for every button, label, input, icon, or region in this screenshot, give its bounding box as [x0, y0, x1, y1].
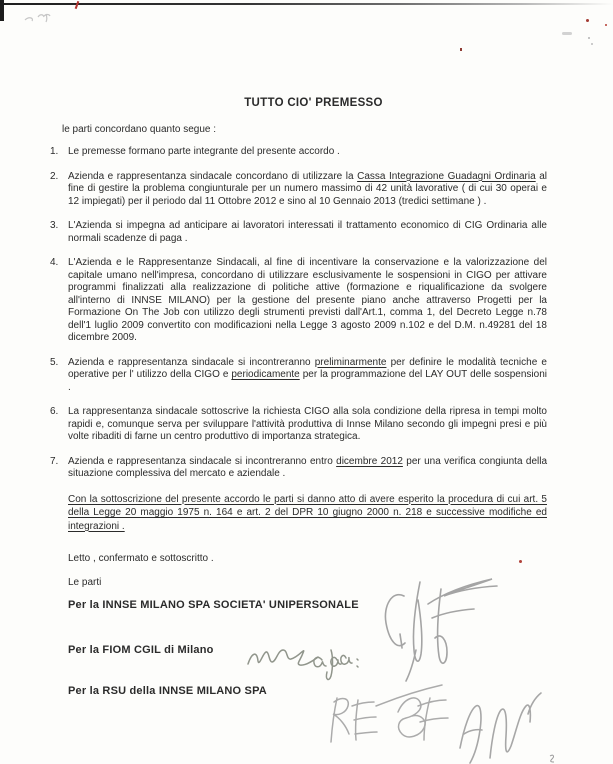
clause-number: 5. [50, 356, 59, 368]
clause-text-underlined: preliminarmente [314, 356, 387, 368]
clause-text: Azienda e rappresentanza sindacale concordano di utilizzare la [68, 170, 358, 182]
clause-number: 2. [50, 170, 59, 182]
clause-item [50, 220, 547, 245]
signature-an [460, 693, 541, 763]
clause-text: al fine di gestire la problema congiunturale per un numero massimo di 42 unità lavorative ( di cui 30 operai e 12 impiegati) per il periodo dal 11 Ottobre 2012 e sino al 10 Gennaio 2013 (tredici settimane ) . [68, 170, 547, 207]
intro-line: le parti concordano quanto segue : [62, 124, 216, 135]
clause-number: 1. [50, 146, 59, 157]
signatory-label-fiom: Per la FIOM CGIL di Milano [68, 644, 214, 656]
clause-text: Azienda e rappresentanza sindacale si incontreranno entro [68, 455, 337, 467]
signature-rsu-initials [331, 685, 448, 742]
red-ink-speck [519, 560, 522, 563]
clause-number: 6. [50, 406, 59, 417]
scan-corner-mark [0, 0, 4, 21]
clause-text: L'Azienda si impegna ad anticipare ai lavoratori interessati il trattamento economico di CIG Ordinaria alle normali scadenze di paga . [68, 220, 547, 244]
clause-item [50, 357, 547, 395]
clause-text: La rappresentanza sindacale sottoscrive la richiesta CIGO alla sola condizione della ripresa in tempi molto rapidi e, comunque serva per sviluppare l'attività produttiva di Innse Milano secondo gli impegni presi e più volte ribaditi di farne un centro produttivo di importanza strategica. [68, 406, 547, 442]
clause-item [50, 257, 547, 345]
clause-item [50, 146, 547, 159]
clause-list [50, 146, 547, 533]
clause-item [50, 406, 547, 444]
signature-fiom [248, 650, 358, 679]
red-ink-speck [605, 24, 607, 26]
clause-text: per una verifica congiunta della situazione complessiva del mercato e aziendale . [68, 455, 548, 479]
scan-speck [588, 37, 590, 39]
clause-number: 7. [50, 455, 59, 467]
scan-speck [591, 43, 593, 45]
clause-number: 4. [50, 257, 59, 268]
signature-innse [385, 579, 497, 681]
document-title: TUTTO CIO' PREMESSO [244, 97, 383, 109]
red-ink-speck [460, 48, 462, 51]
closing-paragraph: Con la sottoscrizione del presente accordo le parti si danno atto di avere esperito la procedura di cui art. 5 della Legge 20 maggio 1975 n. 164 e art. 2 del DPR 10 giugno 2000 n. 218 e successive modifiche ed integrazioni . [68, 493, 547, 532]
stray-pen-mark [550, 755, 554, 762]
clause-text-underlined: Cassa Integrazione Guadagni Ordinaria [357, 170, 536, 182]
red-ink-speck [586, 19, 589, 22]
pencil-scribble-topleft [25, 14, 50, 22]
signatory-label-rsu: Per la RSU della INNSE MILANO SPA [68, 685, 267, 697]
clause-item [50, 456, 547, 481]
clause-number: 3. [50, 220, 59, 231]
clause-text-underlined: dicembre 2012 [336, 455, 403, 467]
clause-item [50, 171, 547, 209]
signatory-label-innse: Per la INNSE MILANO SPA SOCIETA' UNIPERSONALE [68, 599, 359, 611]
scan-smudge [562, 32, 572, 35]
letto-line: Letto , confermato e sottoscritto . [68, 553, 214, 564]
clause-text: per definire le modalità tecniche e operative per l' utilizzo della CIGO e [68, 356, 547, 380]
clause-text-underlined: periodicamente [231, 369, 300, 380]
scan-edge-line [0, 3, 613, 5]
clause-text: Azienda e rappresentanza sindacale si incontreranno [68, 356, 315, 368]
clause-text: L'Azienda e le Rappresentanze Sindacali, al fine di incentivare la conservazione e la valorizzazione del capitale umano nell'impresa, concordano di utilizzare esclusivamente le sospensioni in CIGO per attivare programmi finalizzati alla realizzazione di politiche attive (formazione e riqualificazione da svolgere all'interno di INNSE MILANO) per la gestione del presente piano anche attraverso Progetti per la Formazione On The Job con utilizzo degli strumenti previsti dall'Art.1, comma 1, del Decreto Legge n.78 dell'1 luglio 2009 convertito con modificazioni nella Legge 3 agosto 2009 n.102 e del D.M. n.49281 del 18 dicembre 2009. [68, 257, 547, 343]
clause-text: per la programmazione del LAY OUT delle sospensioni . [68, 369, 547, 393]
le-parti-line: Le parti [68, 577, 102, 588]
clause-text: Le premesse formano parte integrante del presente accordo . [68, 146, 340, 157]
